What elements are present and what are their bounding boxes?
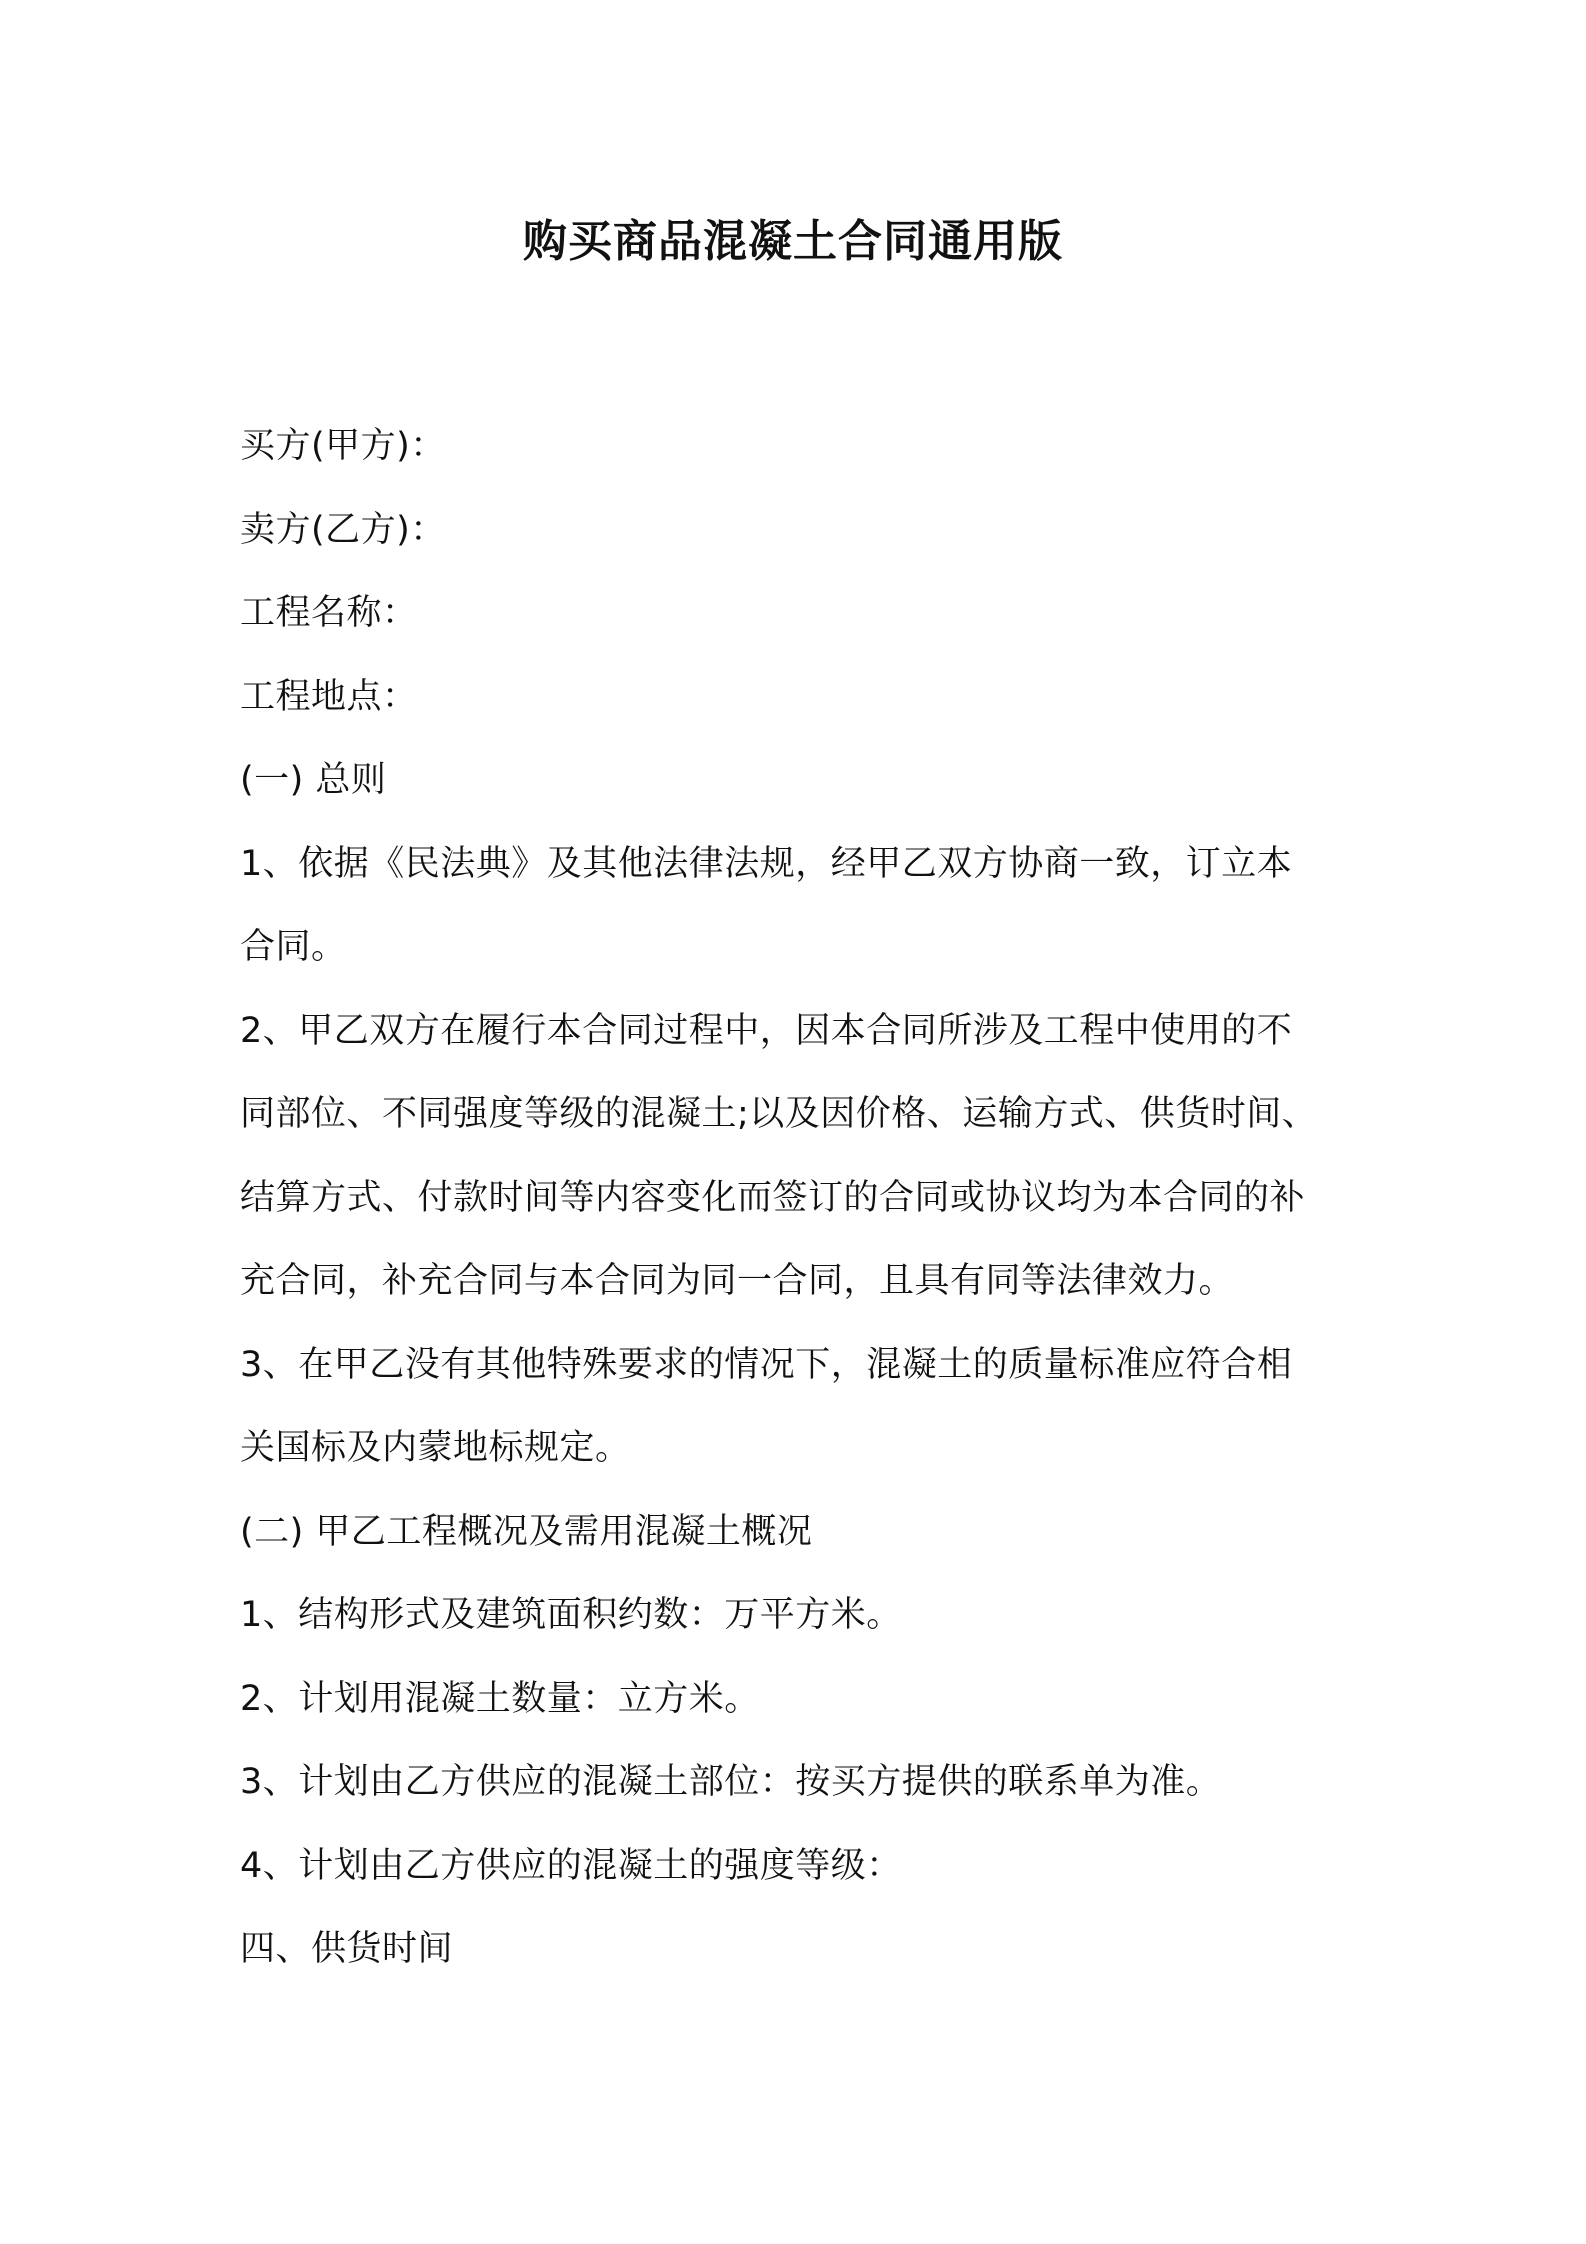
clause-2-line-2: 同部位、不同强度等级的混凝土;以及因价格、运输方式、供货时间、 bbox=[240, 1094, 1318, 1134]
clause-3-line-1: 3、在甲乙没有其他特殊要求的情况下，混凝土的质量标准应符合相 bbox=[240, 1344, 1293, 1385]
overview-clause-3: 3、计划由乙方供应的混凝土部位：按买方提供的联系单为准。 bbox=[240, 1762, 1222, 1802]
project-location-line: 工程地点： bbox=[240, 676, 418, 717]
section-heading-general: (一) 总则 bbox=[240, 760, 387, 800]
document-body bbox=[240, 405, 1360, 1992]
section-heading-supply-time: 四、供货时间 bbox=[240, 1929, 454, 1969]
clause-2-line-4: 充合同，补充合同与本合同为同一合同，且具有同等法律效力。 bbox=[240, 1261, 1235, 1301]
overview-clause-1: 1、结构形式及建筑面积约数：万平方米。 bbox=[240, 1595, 902, 1635]
clause-2-line-1: 2、甲乙双方在履行本合同过程中，因本合同所涉及工程中使用的不 bbox=[240, 1010, 1293, 1051]
clause-3-line-2: 关国标及内蒙地标规定。 bbox=[240, 1428, 631, 1468]
clause-1-line-2: 合同。 bbox=[240, 927, 347, 967]
project-name-line: 工程名称： bbox=[240, 593, 418, 633]
overview-clause-2: 2、计划用混凝土数量：立方米。 bbox=[240, 1678, 760, 1719]
document-title: 购买商品混凝土合同通用版 bbox=[523, 216, 1063, 267]
seller-line: 卖方(乙方)： bbox=[240, 509, 446, 550]
buyer-line: 买方(甲方)： bbox=[240, 426, 446, 466]
clause-2-line-3: 结算方式、付款时间等内容变化而签订的合同或协议均为本合同的补 bbox=[240, 1177, 1306, 1218]
clause-1-line-1: 1、依据《民法典》及其他法律法规，经甲乙双方协商一致，订立本 bbox=[240, 843, 1293, 884]
overview-clause-4: 4、计划由乙方供应的混凝土的强度等级： bbox=[240, 1845, 902, 1886]
section-heading-project-overview: (二) 甲乙工程概况及需用混凝土概况 bbox=[240, 1511, 813, 1552]
